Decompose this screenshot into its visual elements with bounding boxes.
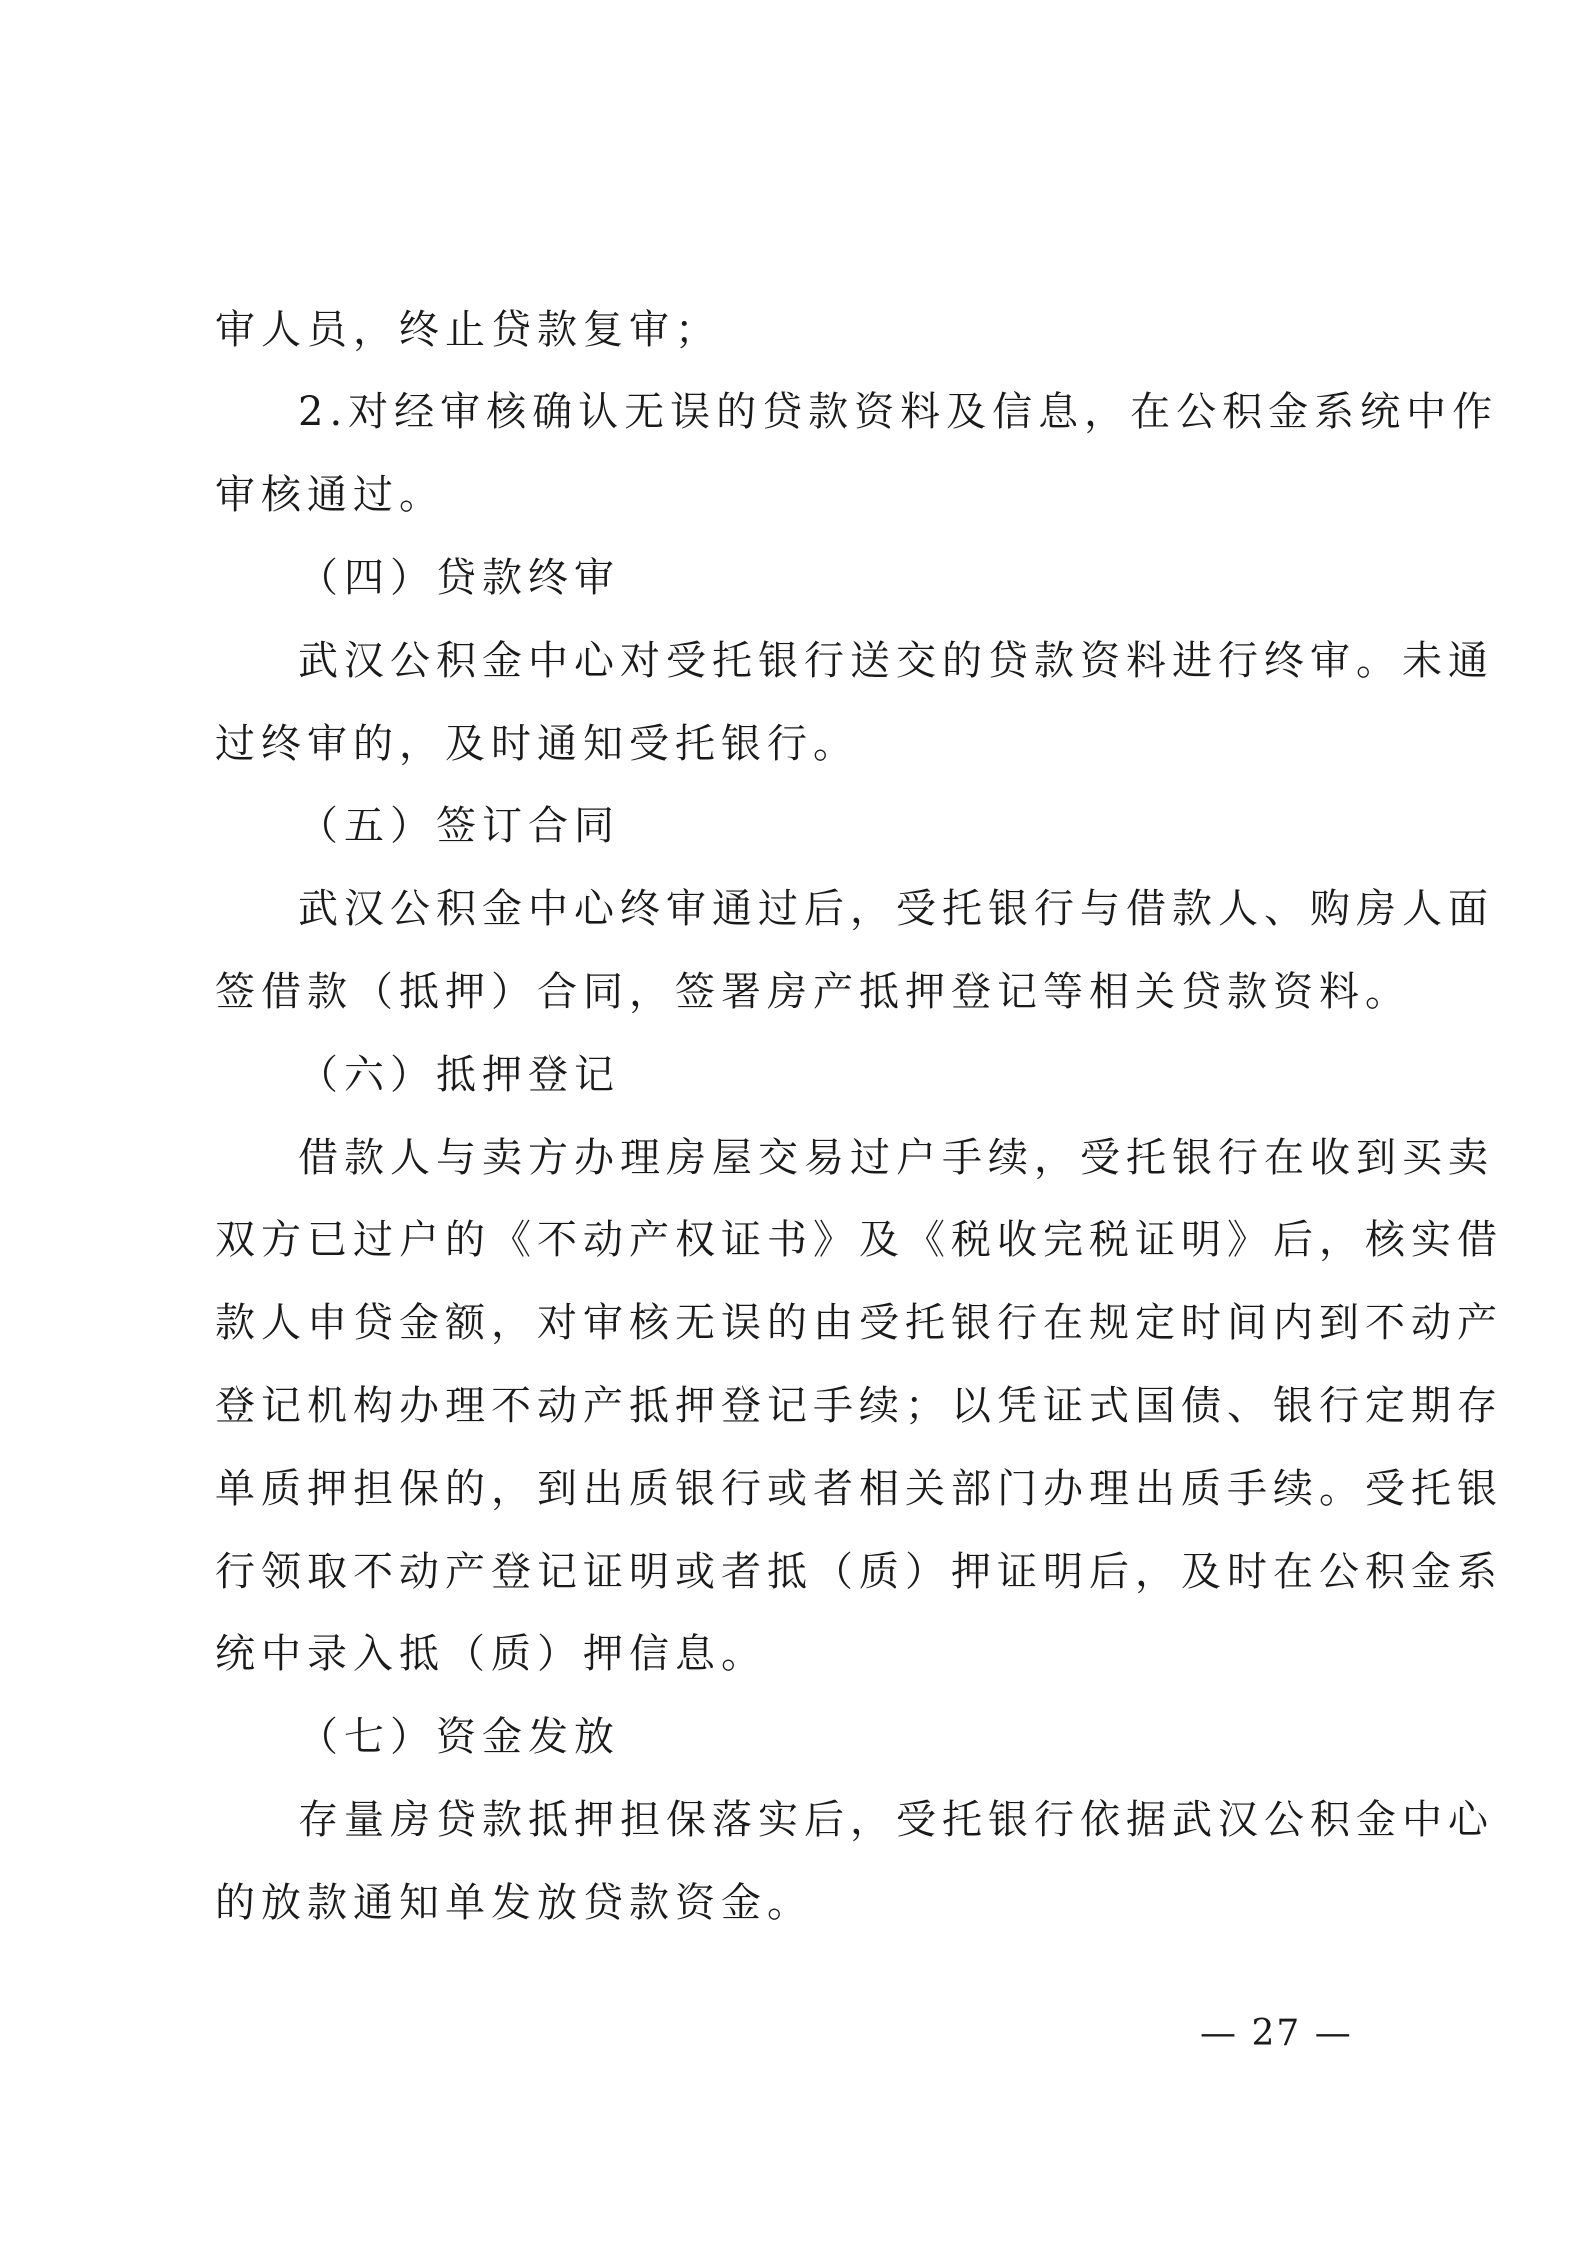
section-heading: （六）抵押登记 [298,1052,620,1098]
text-line: 统中录入抵（质）押信息。 [215,1631,767,1677]
text-line: 签借款（抵押）合同，签署房产抵押登记等相关贷款资料。 [215,969,1411,1015]
text-line: 2.对经审核确认无误的贷款资料及信息，在公积金系统中作 [298,389,1499,435]
text-line: 款人申贷金额，对审核无误的由受托银行在规定时间内到不动产 [215,1300,1503,1346]
text-line: 的放款通知单发放贷款资金。 [215,1880,813,1926]
text-line: 存量房贷款抵押担保落实后，受托银行依据武汉公积金中心 [298,1797,1494,1843]
text-line: 借款人与卖方办理房屋交易过户手续，受托银行在收到买卖 [298,1135,1494,1181]
page-number: — 27 — [1200,2013,1353,2054]
section-heading: （七）资金发放 [298,1714,620,1760]
text-line: 武汉公积金中心对受托银行送交的贷款资料进行终审。未通 [298,638,1494,684]
text-line: 双方已过户的《不动产权证书》及《税收完税证明》后，核实借 [215,1217,1503,1263]
section-heading: （五）签订合同 [298,803,620,849]
text-line: 登记机构办理不动产抵押登记手续；以凭证式国债、银行定期存 [215,1383,1503,1429]
text-line: 审核通过。 [215,472,445,518]
text-line: 单质押担保的，到出质银行或者相关部门办理出质手续。受托银 [215,1466,1503,1512]
section-heading: （四）贷款终审 [298,555,620,601]
text-line: 武汉公积金中心终审通过后，受托银行与借款人、购房人面 [298,886,1494,932]
text-line: 审人员，终止贷款复审； [215,307,721,353]
text-line: 行领取不动产登记证明或者抵（质）押证明后，及时在公积金系 [215,1549,1503,1595]
text-line: 过终审的，及时通知受托银行。 [215,721,859,767]
